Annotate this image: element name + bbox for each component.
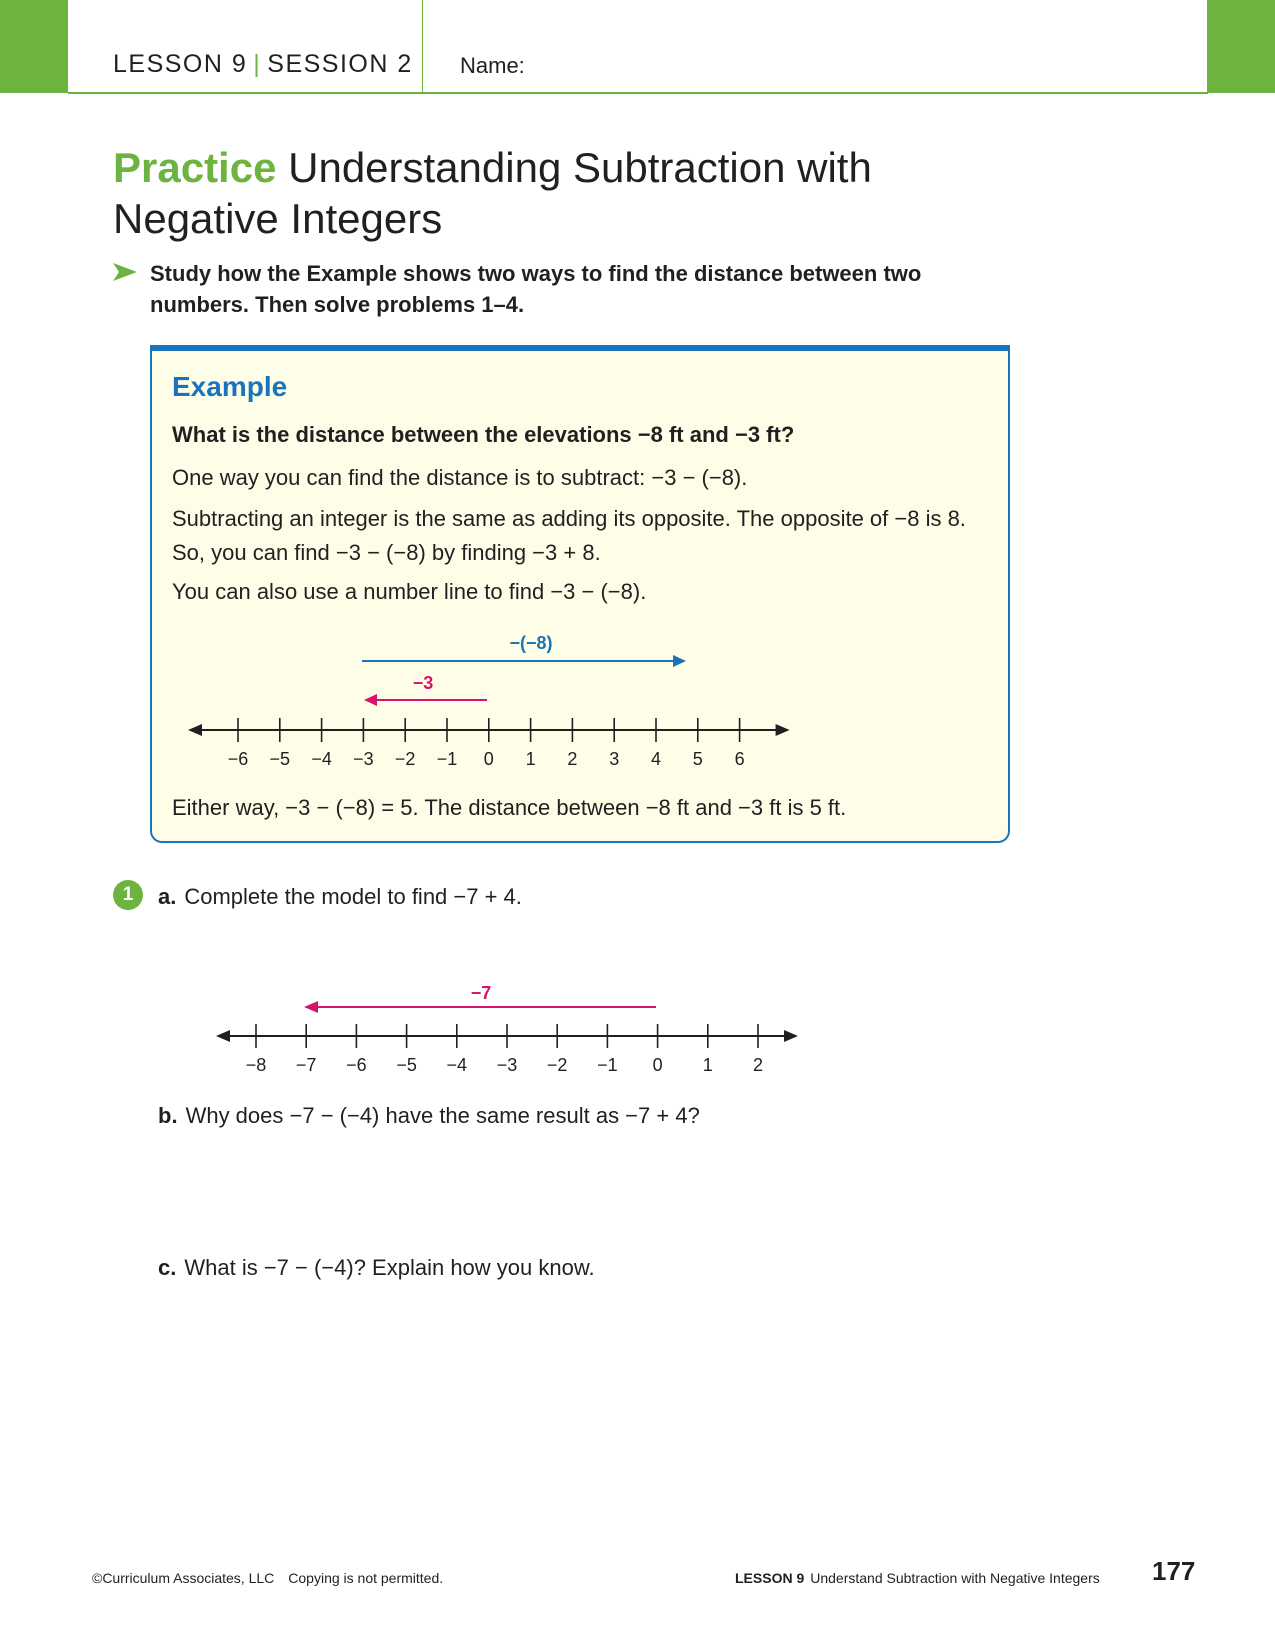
example-paragraph-3: You can also use a number line to find −3 − (−8). (172, 579, 647, 604)
example-number-line-tick-label: 4 (650, 749, 662, 769)
example-conclusion: Either way, −3 − (−8) = 5. The distance between −8 ft and −3 ft is 5 ft. (172, 795, 847, 820)
problem-1-number-line-tick-label: −7 (295, 1055, 317, 1075)
example-number-line-tick-label: 3 (609, 749, 620, 769)
title-rest: Understanding Subtraction with Negative Integers (113, 144, 872, 242)
example-question: What is the distance between the elevations −8 ft and −3 ft? (172, 422, 795, 447)
example-number-line-tick-label: −4 (311, 749, 332, 769)
footer-copyright (92, 1570, 443, 1586)
example-number-line-tick-label: 2 (567, 749, 578, 769)
arrow-label-minus3: −3 (412, 673, 434, 693)
arrowhead-pink-minus7 (304, 1001, 318, 1013)
example-number-line-tick-label: 1 (525, 749, 536, 769)
problem-1-number-line-tick-label: −4 (446, 1055, 468, 1075)
example-number-line-tick-label: −5 (269, 749, 291, 769)
problem-1c-letter: c. (158, 1255, 177, 1280)
problem-1-number-line-tick-label: 1 (702, 1055, 713, 1075)
copy-notice: Copying is not permitted. (288, 1570, 444, 1586)
problem-1-number-line-tick-label: −5 (396, 1055, 417, 1075)
example-paragraph-2: Subtracting an integer is the same as adding its opposite. The opposite of −8 is 8. So, you can find −3 − (−8) by finding −3 + 8. (172, 506, 966, 565)
instruction-text: Study how the Example shows two ways to find the distance between two numbers. Then solve problems 1–4. (150, 261, 922, 317)
footer-lesson (735, 1570, 1100, 1586)
problem-1c (158, 1255, 595, 1281)
example-number-line-tick-label: −1 (436, 749, 458, 769)
arrow-label-minus7: −7 (470, 983, 492, 1003)
example-number-line-tick-label: 5 (692, 749, 703, 769)
problem-1-number-line-tick-label: −6 (346, 1055, 367, 1075)
page-number: 177 (1152, 1556, 1196, 1586)
lesson-label: LESSON 9 (113, 50, 248, 78)
problem-1-number-line-tick-label: −1 (597, 1055, 618, 1075)
example-paragraph-1: One way you can find the distance is to subtract: −3 − (−8). (172, 465, 748, 490)
example-number-line-tick-label: −6 (227, 749, 249, 769)
problem-1-number-line-tick-label: −2 (546, 1055, 568, 1075)
session-label: SESSION 2 (267, 50, 413, 78)
example-number-line-tick-label: 6 (734, 749, 745, 769)
problem-1-number-line-tick-label: −8 (245, 1055, 267, 1075)
example-number-line-tick-label: −2 (394, 749, 416, 769)
problem-1-number-line-arrowhead-left (216, 1030, 230, 1042)
example-number-line-tick-label: 0 (483, 749, 494, 769)
copyright-text: ©Curriculum Associates, LLC (92, 1570, 275, 1586)
problem-1a-text: Complete the model to find −7 + 4. (184, 884, 522, 909)
problem-1-number-line-tick-label: −3 (496, 1055, 518, 1075)
arrow-label-minus-neg8: −(−8) (509, 633, 553, 653)
title-practice: Practice (113, 144, 277, 191)
problem-1a-letter: a. (158, 884, 177, 909)
problem-1-number-line-tick-label: 2 (752, 1055, 764, 1075)
footer-lesson-label: LESSON 9 (735, 1570, 805, 1586)
problem-1b-letter: b. (158, 1103, 178, 1128)
lesson-session-label: LESSON 9 | SESSION 2 (113, 50, 413, 78)
name-label: Name: (460, 53, 525, 78)
example-number-line-tick-label: −3 (353, 749, 374, 769)
problem-1b (158, 1103, 700, 1129)
problem-1c-text: What is −7 − (−4)? Explain how you know. (184, 1255, 595, 1280)
problem-number-badge: 1 (113, 880, 143, 910)
problem-1-number-line-arrowhead-right (784, 1030, 798, 1042)
problem-1b-text: Why does −7 − (−4) have the same result as −7 + 4? (185, 1103, 700, 1128)
footer-lesson-title: Understand Subtraction with Negative Integers (810, 1570, 1100, 1586)
problem-1-number-line-tick-label: 0 (652, 1055, 663, 1075)
example-heading: Example (172, 371, 288, 402)
